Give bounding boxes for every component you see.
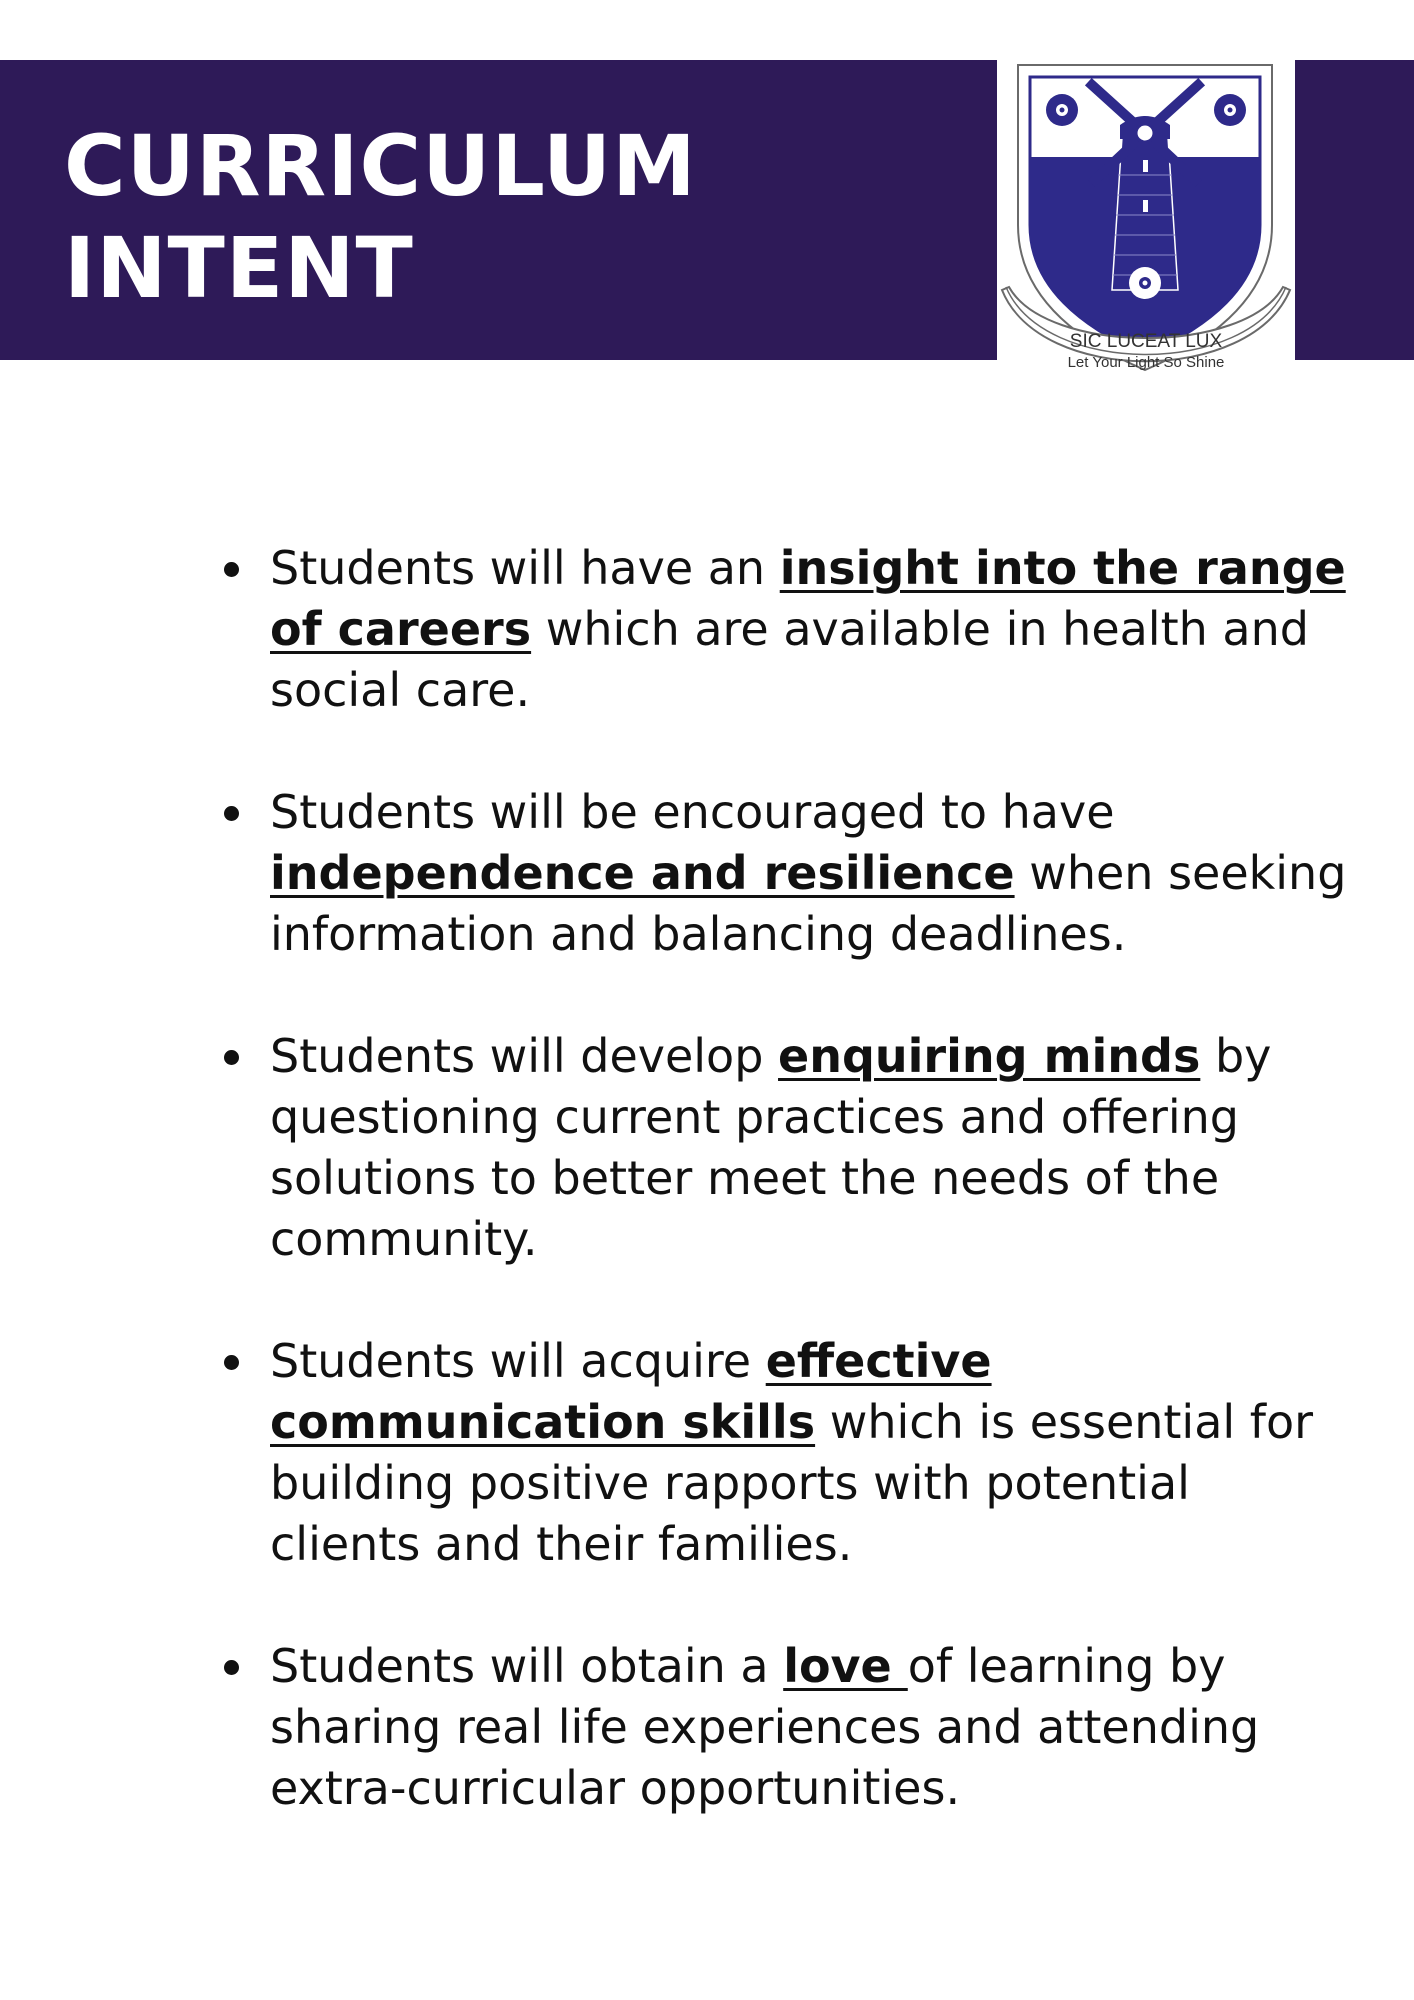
header-banner-right: [1295, 60, 1414, 360]
highlight-text: insight into the range of careers: [270, 541, 1346, 656]
page-title-line-1: CURRICULUM: [64, 117, 697, 215]
highlight-text: independence and resilience: [270, 846, 1015, 900]
page-title-line-2: INTENT: [64, 219, 414, 317]
intent-list: [210, 538, 1350, 1819]
list-item: Students will have an insight into the range of careers which are available in health and social care.: [210, 538, 1350, 721]
page-title: [64, 115, 697, 319]
school-crest-logo: [1000, 55, 1292, 400]
intent-content: [210, 538, 1350, 1880]
list-item: Students will obtain a love of learning by sharing real life experiences and attending extra-curricular opportunities.: [210, 1636, 1350, 1819]
crest-motto-latin: SIC LUCEAT LUX: [1069, 331, 1223, 352]
highlight-text: love: [783, 1639, 908, 1693]
highlight-text: effective communication skills: [270, 1334, 992, 1449]
list-item: Students will be encouraged to have independence and resilience when seeking information and balancing deadlines.: [210, 782, 1350, 965]
crest-motto-english: Let Your Light So Shine: [1067, 354, 1225, 371]
rose-right-icon: [1214, 94, 1246, 126]
list-item: Students will acquire effective communication skills which is essential for building positive rapports with potential clients and their families.: [210, 1331, 1350, 1575]
rose-bottom-icon: [1129, 267, 1161, 299]
highlight-text: enquiring minds: [778, 1029, 1201, 1083]
list-item: Students will develop enquiring minds by questioning current practices and offering solutions to better meet the needs of the community.: [210, 1026, 1350, 1270]
rose-left-icon: [1046, 94, 1078, 126]
